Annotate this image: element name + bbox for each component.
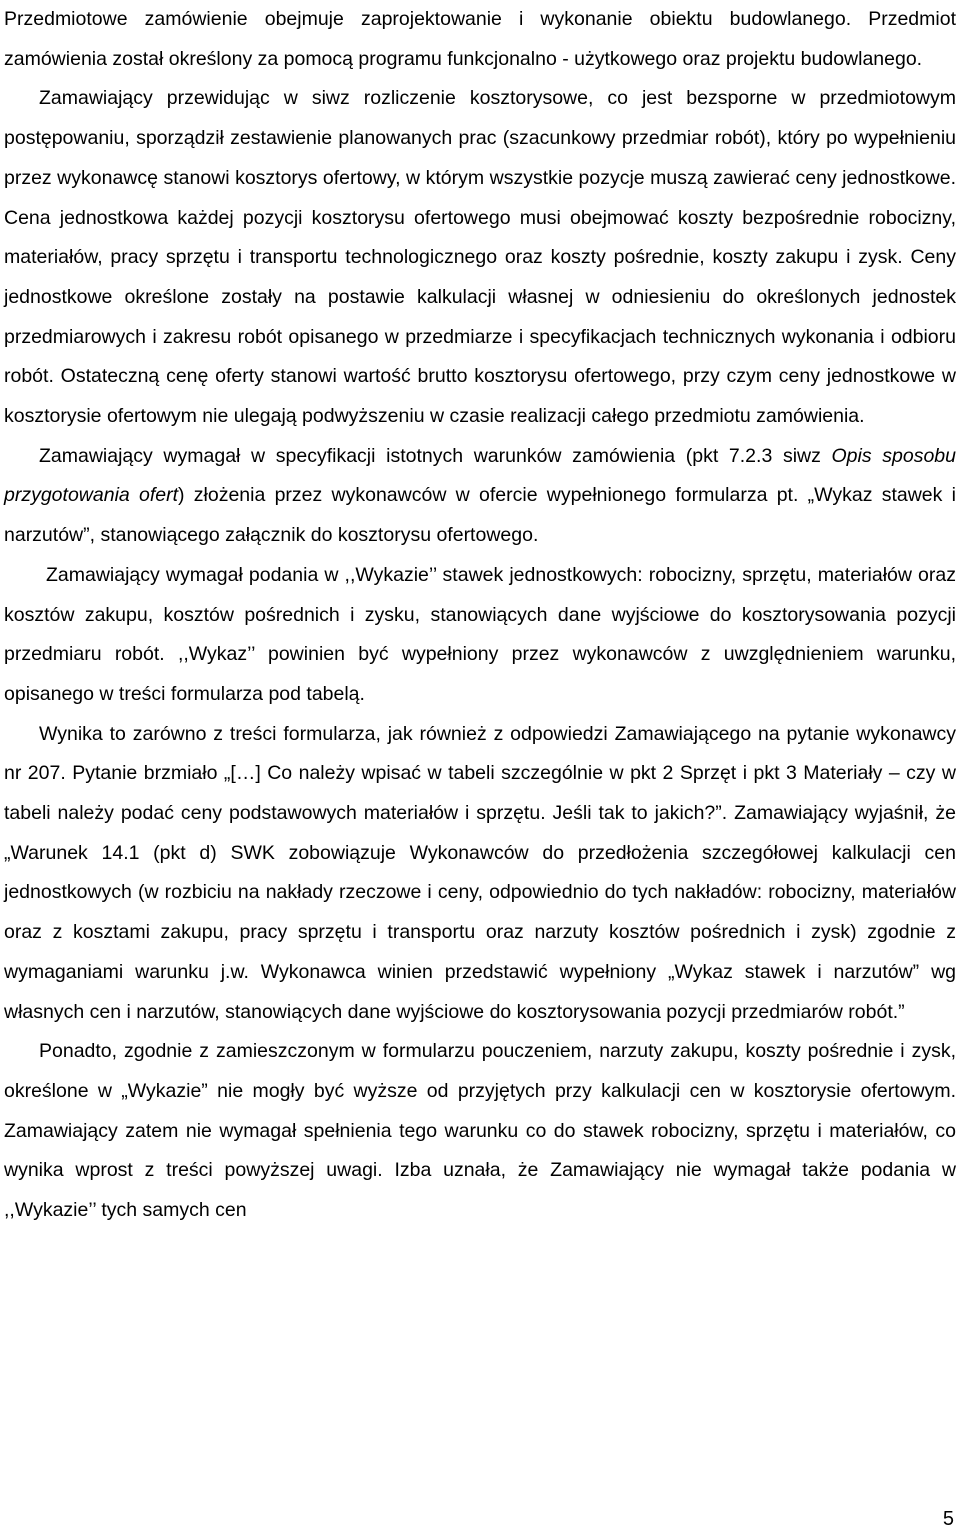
paragraph-rates-list: Zamawiający wymagał podania w ,,Wykazie’’ stawek jednostkowych: robocizny, sprzętu, materiałów oraz kosztów zakupu, kosztów pośrednich i zysku, stanowiących dane wyjściowe do kosztorysowania pozycji przedmiaru robót. ,,Wykaz’’ powinien być wypełniony przez wykonawców z uwzględnieniem warunku, opisanego w treści formularza pod tabelą. [4, 563, 956, 705]
document-body [4, 0, 956, 1231]
paragraph-specification-italic: Opis sposobu przygotowania ofert [4, 444, 956, 507]
page-number: 5 [942, 1508, 954, 1530]
paragraph-question-207: Wynika to zarówno z treści formularza, jak również z odpowiedzi Zamawiającego na pytanie wykonawcy nr 207. Pytanie brzmiało „[…] Co należy wpisać w tabeli szczególnie w pkt 2 Sprzęt i pkt 3 Materiały – czy w tabeli należy podać ceny podstawowych materiałów i sprzętu. Jeśli tak to jakich?”. Zamawiający wyjaśnił, że „Warunek 14.1 (pkt d) SWK zobowiązuje Wykonawców do przedłożenia szczegółowej kalkulacji cen jednostkowych (w rozbiciu na nakłady rzeczowe i ceny, odpowiednio do tych nakładów: robocizny, materiałów oraz z kosztami zakupu, pracy sprzętu i transportu oraz narzuty kosztów pośrednich i zysk) zgodnie z wymaganiami warunku j.w. Wykonawca winien przedstawić wypełniony „Wykaz stawek i narzutów” wg własnych cen i narzutów, stanowiących dane wyjściowe do kosztorysowania pozycji przedmiarów robót.” [4, 722, 956, 1023]
paragraph-subject: Przedmiotowe zamówienie obejmuje zaprojektowanie i wykonanie obiektu budowlanego. Przedmiot zamówienia został określony za pomocą programu funkcjonalno - użytkowego oraz projektu budowlanego. [4, 8, 956, 70]
paragraph-cost-estimate: Zamawiający przewidując w siwz rozliczenie kosztorysowe, co jest bezsporne w przedmiotowym postępowaniu, sporządził zestawienie planowanych prac (szacunkowy przedmiar robót), który po wypełnieniu przez wykonawcę stanowi kosztorys ofertowy, w którym wszystkie pozycje muszą zawierać ceny jednostkowe. Cena jednostkowa każdej pozycji kosztorysu ofertowego musi obejmować koszty bezpośrednie robocizny, materiałów, pracy sprzętu i transportu technologicznego oraz koszty pośrednie, koszty zakupu i zysk. Ceny jednostkowe określone zostały na postawie kalkulacji własnej w odniesieniu do określonych jednostek przedmiarowych i zakresu robót opisanego w przedmiarze i specyfikacjach technicznych wykonania i odbioru robót. Ostateczną cenę oferty stanowi wartość brutto kosztorysu ofertowego, przy czym ceny jednostkowe w kosztorysie ofertowym nie ulegają podwyższeniu w czasie realizacji całego przedmiotu zamówienia. [4, 87, 956, 428]
paragraph-specification-rest: ) złożenia przez wykonawców w ofercie wypełnionego formularza pt. „Wykaz stawek i narzutów”, stanowiącego załącznik do kosztorysu ofertowego. [4, 484, 956, 547]
paragraph-specification [4, 437, 956, 556]
paragraph-specification-lead: Zamawiający wymagał w specyfikacji istotnych warunków zamówienia (pkt 7.2.3 siwz [39, 444, 832, 467]
paragraph-conclusion: Ponadto, zgodnie z zamieszczonym w formularzu pouczeniem, narzuty zakupu, koszty pośrednie i zysk, określone w „Wykazie” nie mogły być wyższe od przyjętych przy kalkulacji cen w kosztorysie ofertowym. Zamawiający zatem nie wymagał spełnienia tego warunku co do stawek robocizny, sprzętu i materiałów, co wynika wprost z treści powyższej uwagi. Izba uznała, że Zamawiający nie wymagał także podania w ,,Wykazie’’ tych samych cen [4, 1040, 956, 1222]
